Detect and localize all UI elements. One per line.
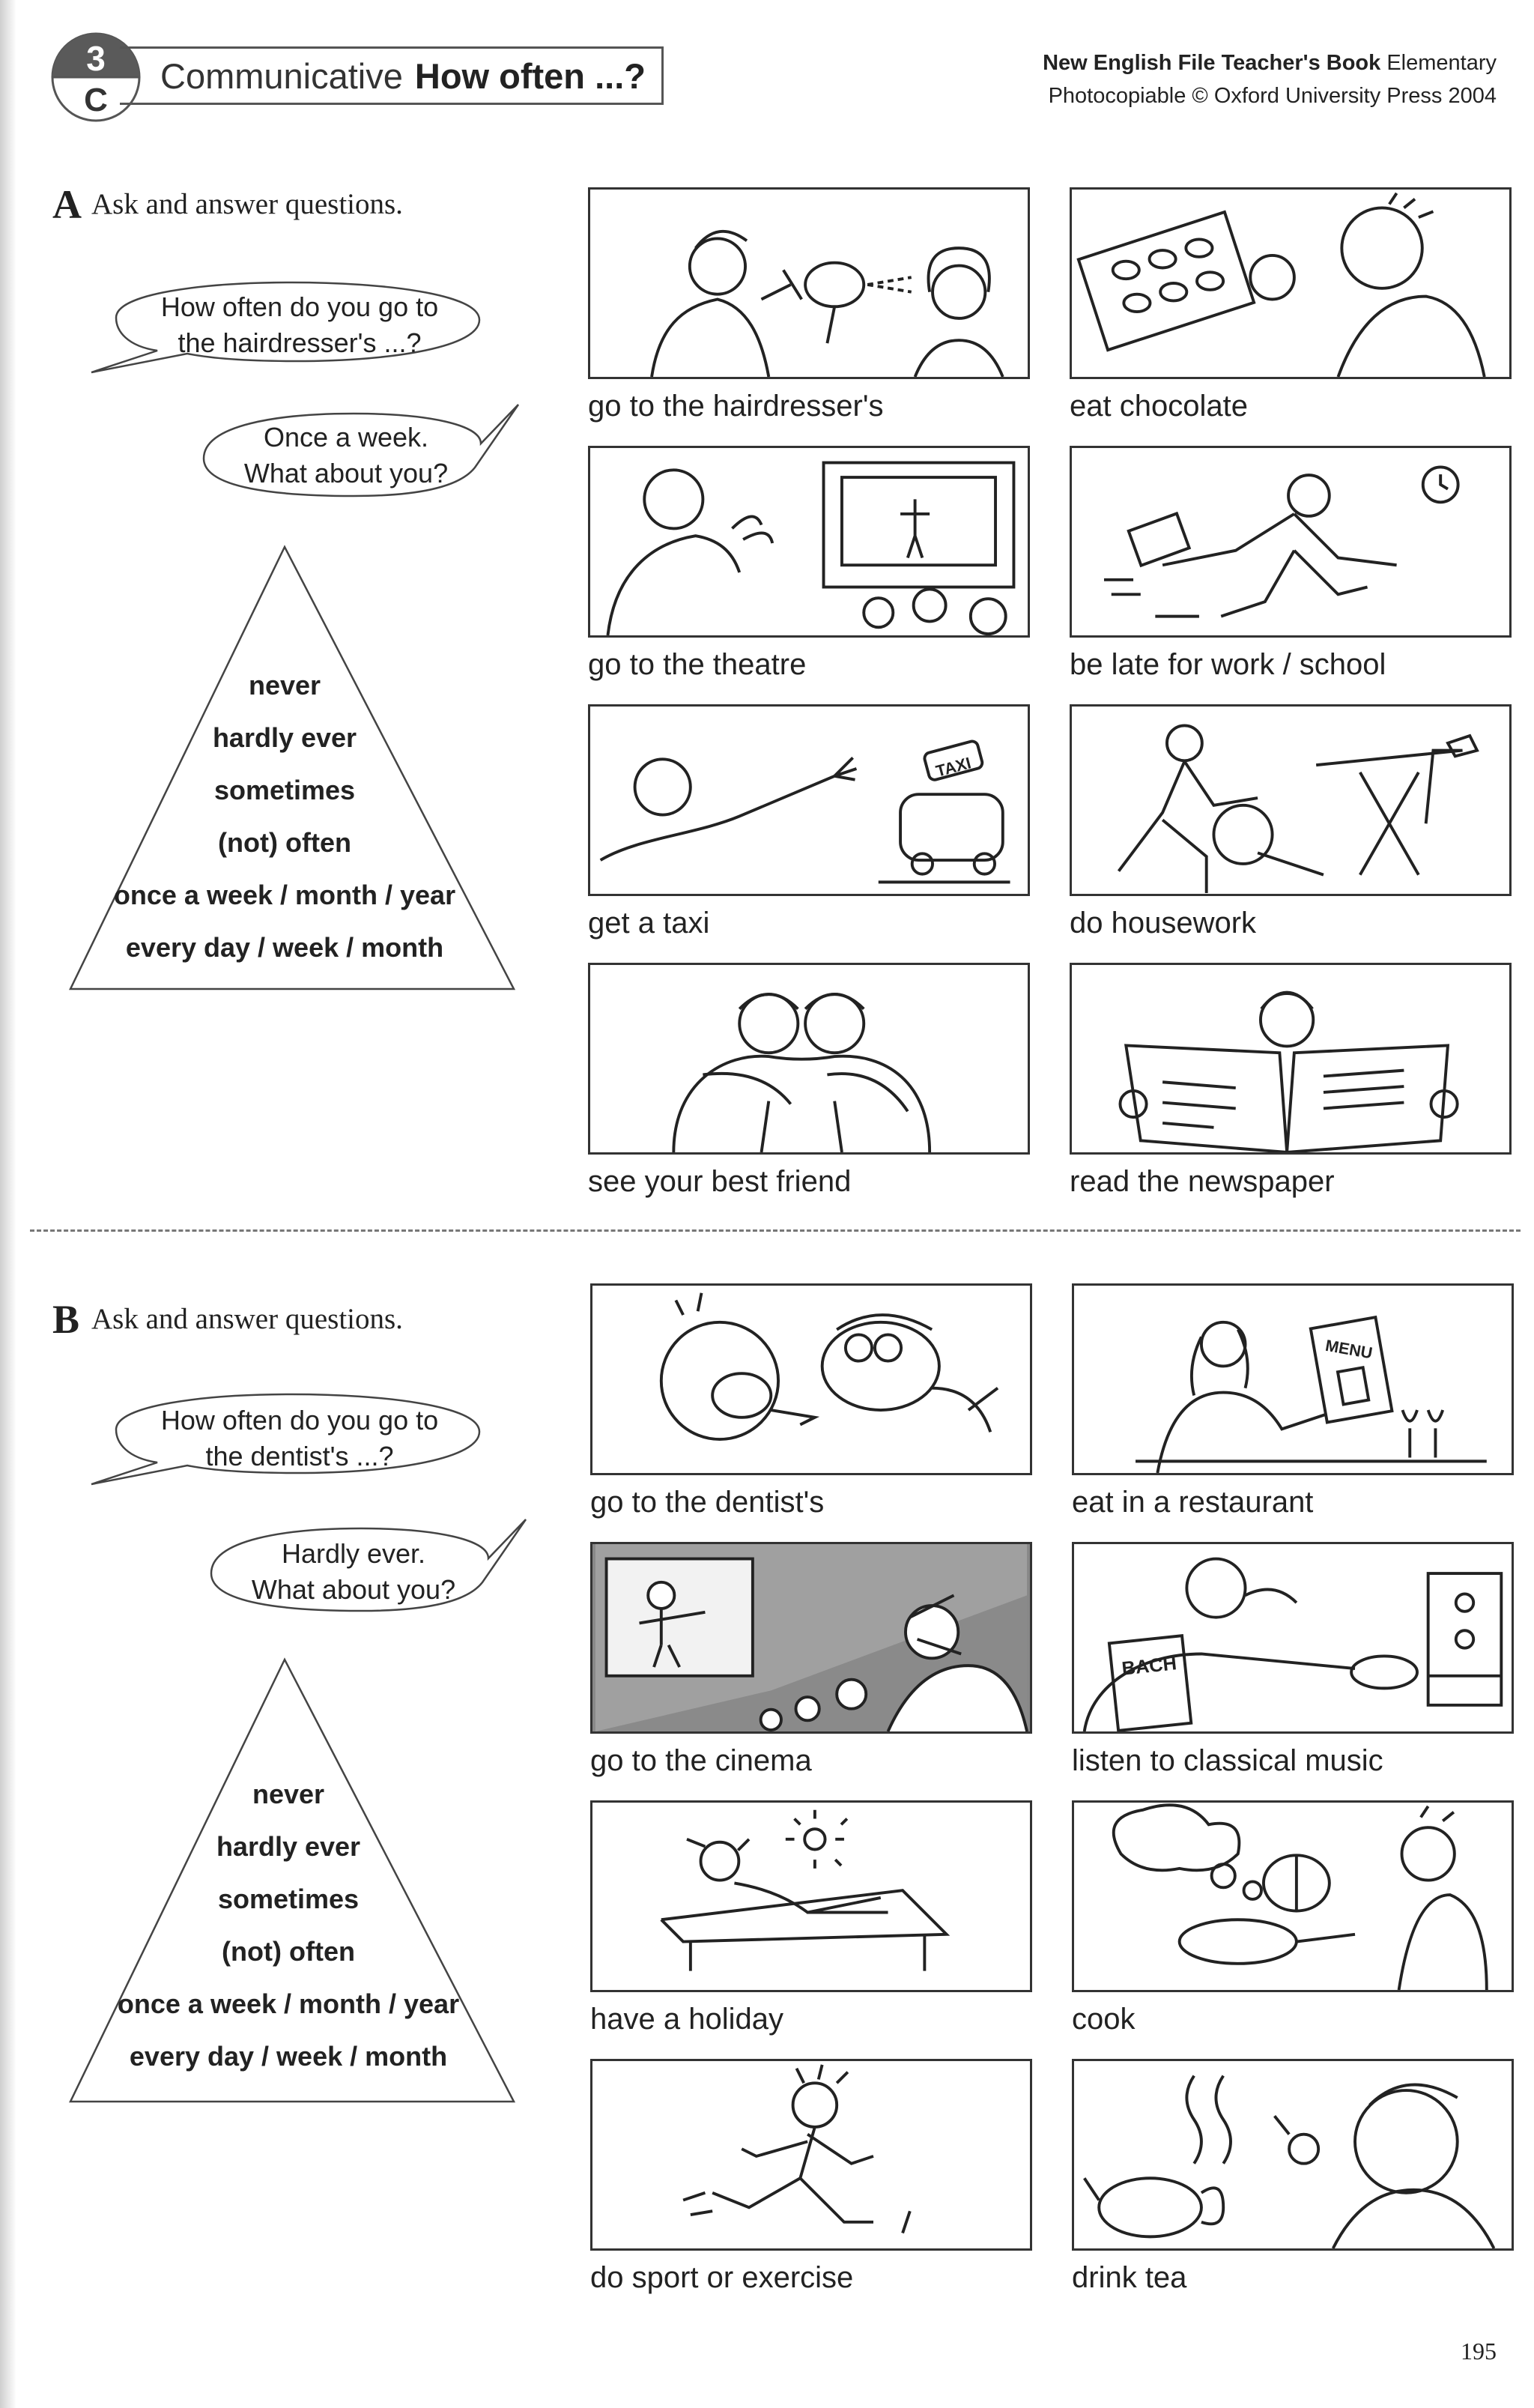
caption: go to the theatre <box>588 648 807 681</box>
frequency-item: every day / week / month <box>125 932 444 963</box>
music-icon <box>1072 1542 1514 1734</box>
frequency-item: never <box>252 1779 325 1809</box>
section-divider <box>30 1229 1521 1232</box>
newspaper-icon <box>1070 963 1512 1155</box>
restaurant-icon <box>1072 1283 1514 1475</box>
frequency-item: hardly ever <box>212 722 357 753</box>
cooking-icon <box>1072 1800 1514 1992</box>
caption: listen to classical music <box>1072 1744 1383 1777</box>
book-title: New English File Teacher's Book <box>1043 51 1381 75</box>
book-level: Elementary <box>1386 51 1497 75</box>
bubble-answer-b: Hardly ever. What about you? <box>251 1538 456 1605</box>
page-edge-shadow <box>0 0 16 2408</box>
bubble-answer-a: Once a week. What about you? <box>243 422 449 488</box>
caption: be late for work / school <box>1070 648 1386 681</box>
section-a-letter: A <box>52 182 82 227</box>
caption: have a holiday <box>590 2003 783 2036</box>
frequency-list-b <box>71 1768 506 2083</box>
frequency-item: once a week / month / year <box>117 1988 460 2019</box>
chocolate-icon <box>1070 187 1512 379</box>
caption: cook <box>1072 2003 1136 2036</box>
running-late-icon <box>1070 446 1512 638</box>
unit-letter: C <box>84 82 108 118</box>
copyright-line: Photocopiable © Oxford University Press 2004 <box>1048 84 1497 108</box>
bubble-question-b: How often do you go to the dentist's ...? <box>160 1405 439 1471</box>
caption: go to the dentist's <box>590 1486 825 1519</box>
title-how-often: How often ...? <box>414 55 646 96</box>
housework-icon <box>1070 704 1512 896</box>
taxi-sign-text: TAXI <box>933 754 973 781</box>
caption: see your best friend <box>588 1165 852 1198</box>
section-a-instruction: Ask and answer questions. <box>91 188 403 220</box>
exercise-icon <box>590 2059 1032 2251</box>
caption: do sport or exercise <box>590 2261 854 2294</box>
taxi-icon <box>588 704 1030 896</box>
holiday-icon <box>590 1800 1032 1992</box>
frequency-item: once a week / month / year <box>113 880 456 910</box>
frequency-item: every day / week / month <box>129 2041 448 2072</box>
caption: eat in a restaurant <box>1072 1486 1314 1519</box>
frequency-item: sometimes <box>217 1884 360 1914</box>
frequency-item: (not) often <box>218 827 351 858</box>
tea-icon <box>1072 2059 1514 2251</box>
frequency-item: sometimes <box>213 775 356 805</box>
frequency-item: (not) often <box>222 1936 355 1967</box>
frequency-item: hardly ever <box>216 1831 361 1862</box>
caption: drink tea <box>1072 2261 1187 2294</box>
caption: read the newspaper <box>1070 1165 1335 1198</box>
caption: go to the hairdresser's <box>588 390 884 423</box>
cinema-icon <box>590 1542 1032 1734</box>
caption: eat chocolate <box>1070 390 1248 423</box>
bach-label: BACH <box>1121 1653 1178 1680</box>
caption: do housework <box>1070 907 1257 940</box>
caption: go to the cinema <box>590 1744 812 1777</box>
dentist-icon <box>590 1283 1032 1475</box>
book-credit <box>1043 46 1497 112</box>
hairdresser-icon <box>588 187 1030 379</box>
theatre-icon <box>588 446 1030 638</box>
menu-label: MENU <box>1324 1336 1374 1363</box>
caption: get a taxi <box>588 907 710 940</box>
section-b-instruction: Ask and answer questions. <box>91 1303 403 1335</box>
page-title <box>120 46 664 105</box>
unit-number: 3 <box>86 39 106 78</box>
title-communicative: Communicative <box>160 55 403 96</box>
section-b-letter: B <box>52 1297 80 1342</box>
page-number: 195 <box>1461 2338 1497 2365</box>
bubble-question-a: How often do you go to the hairdresser's ...? <box>160 291 439 358</box>
frequency-list-a <box>67 659 502 974</box>
friends-icon <box>588 963 1030 1155</box>
frequency-item: never <box>248 670 321 701</box>
